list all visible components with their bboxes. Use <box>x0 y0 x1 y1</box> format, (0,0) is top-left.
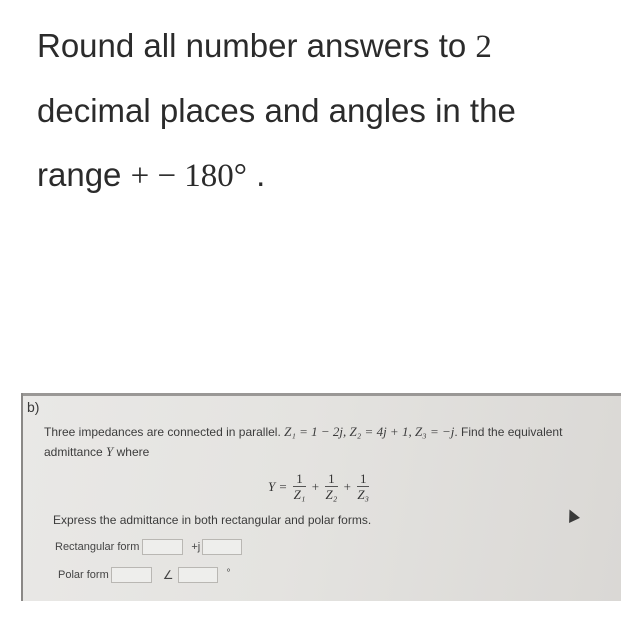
problem-statement <box>44 422 619 462</box>
line3-text: range <box>37 156 131 193</box>
rectangular-imaginary-input[interactable] <box>202 539 242 555</box>
impedance-values: Z₁ = 1 − 2j, Z₂ = 4j + 1, Z₃ = −j <box>284 424 455 439</box>
polar-form-row <box>58 567 231 583</box>
imaginary-prefix: +j <box>191 541 201 553</box>
fraction-1 <box>293 471 306 503</box>
angle-symbol: ∠ <box>162 568 174 582</box>
fraction-2-numerator: 1 <box>325 471 338 487</box>
line3-math: + − 180° <box>130 158 247 194</box>
mouse-pointer-icon <box>564 507 580 523</box>
plus-sign-2: + <box>343 479 351 494</box>
instructions-line-1 <box>37 14 607 79</box>
admittance-symbol: Y <box>106 444 114 459</box>
fraction-3-numerator: 1 <box>357 471 370 487</box>
fraction-2-denominator: Z₂ <box>325 487 338 502</box>
rectangular-form-label: Rectangular form <box>55 541 140 553</box>
problem-intro: Three impedances are connected in parallel. <box>44 425 285 439</box>
photo-top-edge <box>23 393 621 396</box>
problem-where: where <box>113 445 150 459</box>
fraction-1-numerator: 1 <box>293 471 306 487</box>
degree-symbol: ° <box>226 567 231 579</box>
instructions-text <box>37 14 607 208</box>
instructions-line-2: decimal places and angles in the <box>37 92 516 129</box>
rectangular-real-input[interactable] <box>142 539 183 555</box>
line1-number: 2 <box>475 29 492 65</box>
fraction-3 <box>357 471 370 503</box>
polar-form-label: Polar form <box>58 569 109 581</box>
fraction-3-denominator: Z₃ <box>357 487 370 502</box>
rectangular-form-row <box>55 539 242 555</box>
line1-text: Round all number answers to <box>37 27 476 64</box>
part-label: b) <box>27 399 40 415</box>
express-instruction: Express the admittance in both rectangular and polar forms. <box>53 513 372 527</box>
line3-end: . <box>247 156 266 193</box>
polar-magnitude-input[interactable] <box>111 567 152 583</box>
formula-lhs: Y = <box>268 479 288 494</box>
plus-sign-1: + <box>311 479 320 494</box>
fraction-2 <box>325 471 338 503</box>
problem-photo <box>21 393 621 601</box>
admittance-formula <box>268 467 369 507</box>
polar-angle-input[interactable] <box>178 567 218 583</box>
instructions-line-3 <box>37 143 607 208</box>
fraction-1-denominator: Z₁ <box>293 487 306 502</box>
problem-intro-end: . Find the equivalent admittance <box>44 425 563 459</box>
